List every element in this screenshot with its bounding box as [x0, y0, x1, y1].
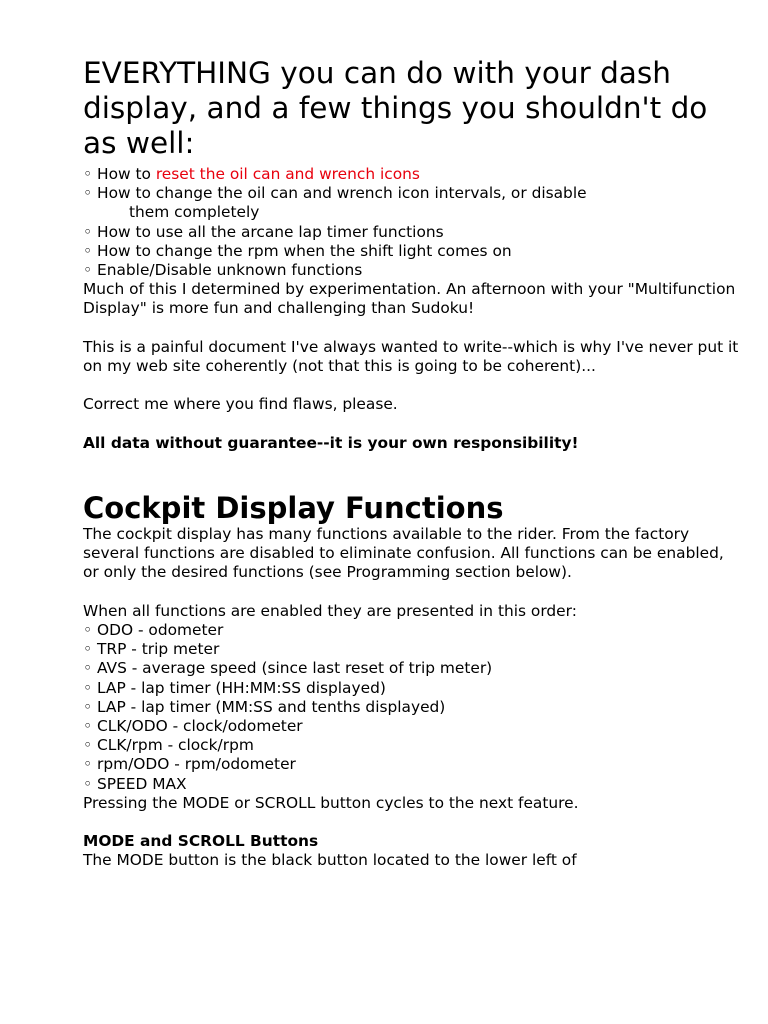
bullet-icon: ◦	[83, 261, 93, 280]
function-text: LAP - lap timer (HH:MM:SS displayed)	[97, 678, 386, 697]
bullet-icon: ◦	[83, 659, 93, 678]
buttons-heading: MODE and SCROLL Buttons	[83, 832, 319, 851]
cycle-note: Pressing the MODE or SCROLL button cycles to the next feature.	[83, 793, 579, 812]
function-text: CLK/ODO - clock/odometer	[97, 717, 303, 736]
intro-paragraph-painful-document: This is a painful document I've always wanted to write--which is why I've never put it on my web site coherently (not that this is going to be coherent)...	[83, 337, 739, 376]
bullet-icon: ◦	[83, 774, 93, 793]
cockpit-heading: Cockpit Display Functions	[83, 491, 504, 525]
bullet-text: How to change the rpm when the shift light comes on	[97, 241, 512, 260]
bullet-icon: ◦	[83, 697, 93, 716]
bullet-icon: ◦	[83, 621, 93, 639]
function-text: ODO - odometer	[97, 621, 224, 639]
list-item	[83, 659, 743, 678]
bullet-icon: ◦	[83, 165, 93, 183]
list-item	[83, 640, 743, 659]
bullet-icon: ◦	[83, 736, 93, 755]
bullet-icon: ◦	[83, 640, 93, 659]
cockpit-paragraph: The cockpit display has many functions available to the rider. From the factory several functions are disabled to eliminate confusion. All functions can be enabled, or only the desired functions (see Programming section below).	[83, 525, 724, 582]
list-item	[83, 717, 743, 736]
buttons-paragraph: The MODE button is the black button located to the lower left of	[83, 851, 577, 870]
function-text: CLK/rpm - clock/rpm	[97, 736, 254, 755]
bullet-icon: ◦	[83, 184, 93, 203]
list-item	[83, 621, 743, 640]
bullet-icon: ◦	[83, 241, 93, 260]
list-item	[83, 242, 743, 261]
bullet-text-continued: them completely	[129, 203, 260, 222]
bullet-text: How to	[97, 165, 156, 183]
document-content	[83, 56, 743, 871]
intro-title: EVERYTHING you can do with your dash display, and a few things you shouldn't do as well:	[83, 56, 708, 160]
list-item	[83, 736, 743, 755]
function-text: TRP - trip meter	[97, 640, 220, 659]
function-text: rpm/ODO - rpm/odometer	[97, 755, 296, 774]
functions-list	[83, 621, 743, 794]
function-text: SPEED MAX	[97, 774, 187, 793]
functions-order-intro: When all functions are enabled they are presented in this order:	[83, 601, 577, 620]
list-item	[83, 184, 743, 222]
bullet-text: How to change the oil can and wrench icon intervals, or disable	[97, 184, 587, 203]
bullet-icon: ◦	[83, 222, 93, 241]
intro-paragraph-correct-me: Correct me where you find flaws, please.	[83, 395, 398, 414]
list-item	[83, 775, 743, 794]
list-item	[83, 223, 743, 242]
reset-icons-link[interactable]: reset the oil can and wrench icons	[155, 165, 420, 183]
intro-paragraph-experimentation: Much of this I determined by experimentation. An afternoon with your "Multifunction Display" is more fun and challenging than Sudoku!	[83, 280, 736, 318]
list-item	[83, 165, 743, 184]
list-item	[83, 698, 743, 717]
list-item	[83, 755, 743, 774]
bullet-text: Enable/Disable unknown functions	[97, 261, 363, 280]
bullet-icon: ◦	[83, 755, 93, 774]
function-text: AVS - average speed (since last reset of trip meter)	[97, 659, 493, 678]
list-item	[83, 261, 743, 280]
disclaimer: All data without guarantee--it is your own responsibility!	[83, 433, 579, 452]
function-text: LAP - lap timer (MM:SS and tenths displayed)	[97, 697, 446, 716]
bullet-icon: ◦	[83, 717, 93, 736]
list-item	[83, 679, 743, 698]
bullet-text: How to use all the arcane lap timer functions	[97, 222, 444, 241]
bullet-icon: ◦	[83, 678, 93, 697]
intro-bullet-list	[83, 165, 743, 280]
